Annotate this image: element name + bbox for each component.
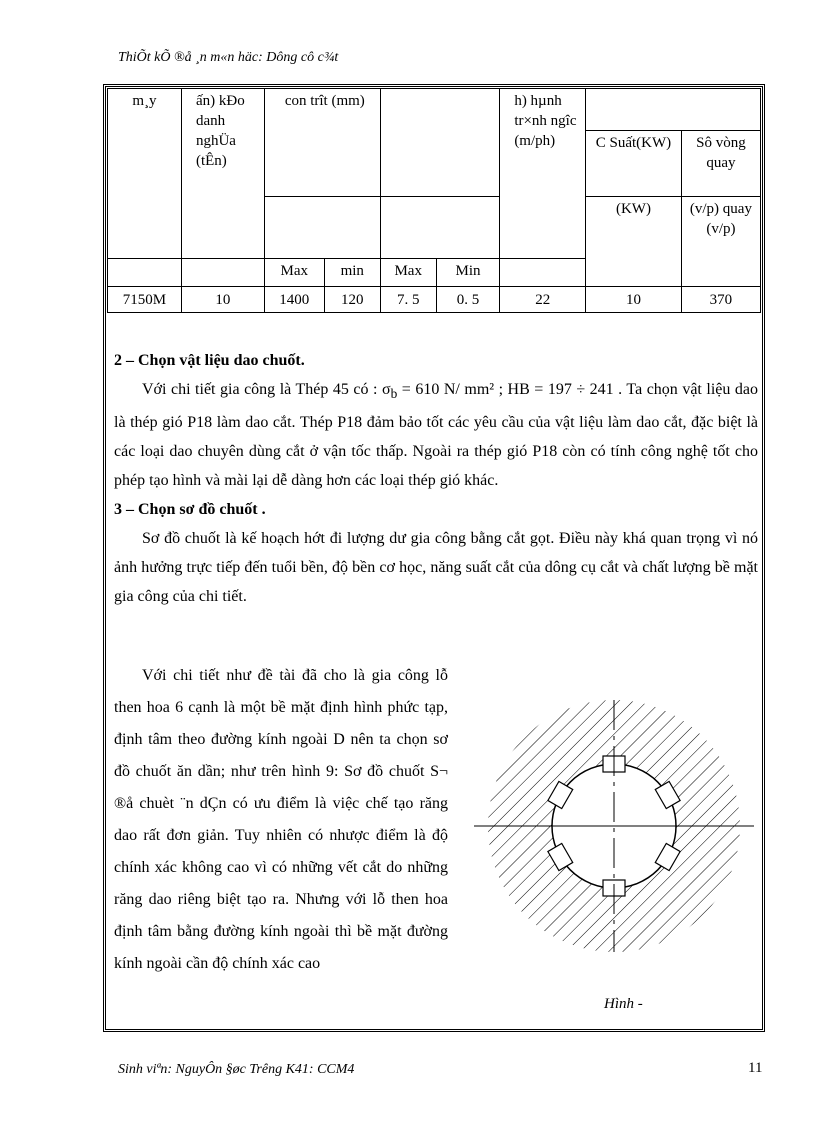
- page-footer: Sinh viªn: NguyÔn §øc Trêng K41: CCM4: [118, 1062, 355, 1077]
- cell-min-length: 120: [324, 287, 380, 313]
- header-speed-spacer: [500, 259, 586, 287]
- header-min-speed: Min: [436, 259, 500, 287]
- header-min-length: min: [324, 259, 380, 287]
- section-2: [114, 346, 758, 611]
- header-rpm-unit: (v/p) quay (v/p): [681, 197, 760, 287]
- header-length: con trît (mm): [264, 89, 380, 197]
- header-motor: [586, 89, 761, 131]
- cell-speed: 22: [500, 287, 586, 313]
- header-machine-spacer: [108, 259, 182, 287]
- cell-min-speed: 0. 5: [436, 287, 500, 313]
- cell-rpm: 370: [681, 287, 760, 313]
- page-number: 11: [748, 1060, 763, 1076]
- header-power-unit: (KW): [586, 197, 682, 287]
- machine-spec-table: [107, 88, 761, 313]
- section-2-heading: 2 – Chọn vật liệu dao chuốt.: [114, 352, 305, 369]
- section-3-paragraph-2: Với chi tiết như đề tài đã cho là gia công lỗ then hoa 6 cạnh là một bề mặt định hình phức tạp, định tâm theo đường kính ngoài D nên ta chọn sơ đồ chuốt ăn dần; như trên hình 9: Sơ đồ chuốt S¬ ®å chuèt ¨n dÇn có ưu điểm là việc chế tạo răng dao rất đơn giản. Tuy nhiên có nhược điểm là độ chính xác không cao vì có những vết cắt do những răng dao riêng biệt tạo ra. Nhưng với lỗ then hoa định tâm bằng đường kính ngoài thì bề mặt đường kính ngoài cần độ chính xác cao: [114, 667, 448, 972]
- header-length-spacer: [264, 197, 380, 259]
- spline-hole-figure: [474, 690, 754, 960]
- cell-max-speed: 7. 5: [380, 287, 436, 313]
- header-max-length: Max: [264, 259, 324, 287]
- header-nominal-force: ấn) kĐo danh nghÜa (tÊn): [181, 89, 264, 259]
- header-speed: h) hµnh tr×nh ngîc (m/ph): [500, 89, 586, 259]
- section-3-heading: 3 – Chọn sơ đồ chuốt .: [114, 501, 266, 519]
- cell-max-length: 1400: [264, 287, 324, 313]
- header-max-speed: Max: [380, 259, 436, 287]
- cell-power: 10: [586, 287, 682, 313]
- header-blank: [380, 89, 500, 197]
- cell-machine: 7150M: [108, 287, 182, 313]
- header-power: C Suất(KW): [586, 131, 682, 197]
- cell-force: 10: [181, 287, 264, 313]
- figure-caption: Hình -: [604, 996, 643, 1012]
- section-2-paragraph: Với chi tiết gia công là Thép 45 có : $\sigma_b = 610$ N/ mm² ; HB = 197 ÷ 241 . Ta chọn vật liệu dao là thép gió P18 làm dao cắt. Thép P18 đảm bảo tốt các yêu cầu của vật liệu làm dao cắt, đặc biệt là các loại dao chuyên dùng cắt ở vận tốc thấp. Ngoài ra thép gió P18 còn có tính công nghệ tốt cho phép tạo hình và mài lại dễ dàng hơn các loại thép gió khác.: [114, 381, 758, 490]
- header-machine: m¸y: [108, 89, 182, 259]
- section-3-paragraph-1: Sơ đồ chuốt là kế hoạch hớt đi lượng dư gia công bằng cắt gọt. Điều này khá quan trọng vì nó ảnh hưởng trực tiếp đến tuổi bền, độ bền cơ học, năng suất cắt của dông cụ cắt và chất lượng bề mặt gia công của chi tiết.: [114, 530, 758, 606]
- header-rpm: Sô vòng quay: [681, 131, 760, 197]
- header-force-spacer: [181, 259, 264, 287]
- page-header: ThiÕt kÕ ®å ¸n m«n häc: Dông cô c¾t: [118, 50, 339, 65]
- header-blank-spacer: [380, 197, 500, 259]
